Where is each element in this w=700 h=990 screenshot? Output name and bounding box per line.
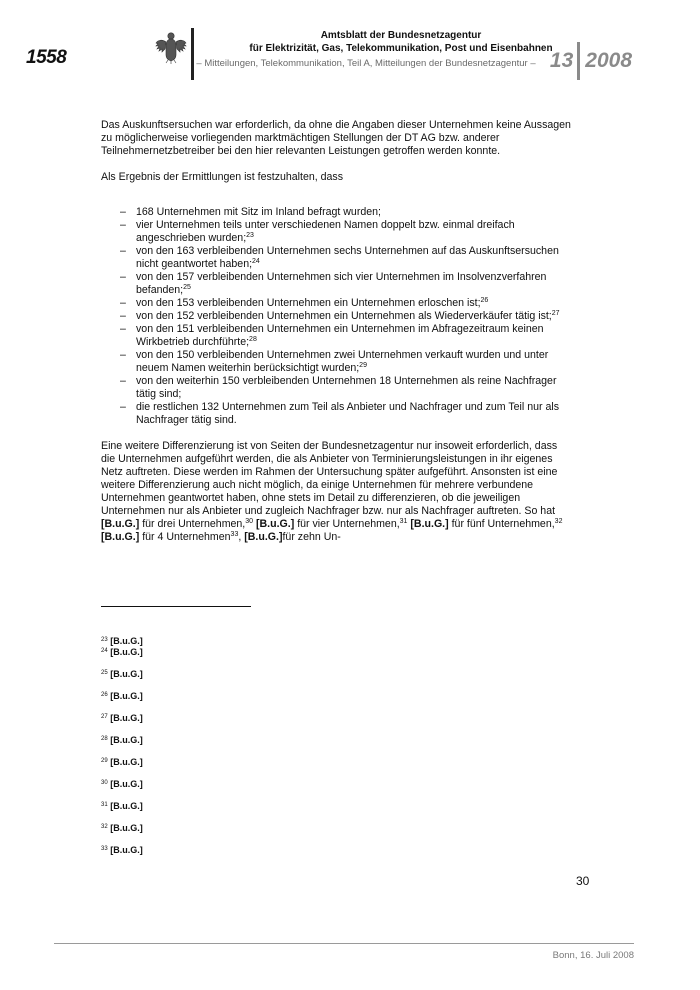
issue-label xyxy=(550,42,632,80)
paragraph-2: Als Ergebnis der Ermittlungen ist festzuhalten, dass xyxy=(101,171,344,183)
footnote-ref: 27 xyxy=(551,310,560,317)
list-item: – die restlichen 132 Unternehmen zum Teil als Anbieter und Nachfrager und zum Teil nur als Nachfrager tätig sind. xyxy=(120,401,571,427)
header-divider xyxy=(191,28,194,80)
list-item: – vier Unternehmen teils unter verschiedenen Namen doppelt bzw. einmal dreifach angeschrieben wurden;$^{23}$ xyxy=(120,219,571,245)
findings-list xyxy=(101,206,571,427)
footnotes xyxy=(101,636,401,856)
gazette-subtitle: – Mitteilungen, Telekommunikation, Teil A, Mitteilungen der Bundesnetzagentur – xyxy=(196,58,536,69)
paragraph-3: Eine weitere Differenzierung ist von Seiten der Bundesnetzagentur nur insoweit erforderlich, dass die Unternehmen aufgeführt werden, die als Anbieter von Terminierungsleistungen in ihr eigenes Netz auftreten. Diese werden im Rahmen der Untersuchung später aufgeführt. Ansonsten ist eine weitere Differenzierung auch nicht möglich, da einige Unternehmen für mehrere verbundene Unternehmen geantwortet haben, ohne stets im Detail zu differenzieren, ob die jeweiligen Unternehmen nur als Anbieter und zugleich Nachfrager bzw. nur als Nachfrager auftreten. So hat [B.u.G.] für drei Unternehmen,$^{30}$ [B.u.G.] für vier Unternehmen,$^{31}$ [B.u.G.] für fünf Unternehmen,$^{32}$ [B.u.G.] für 4 Unternehmen$^{33}$, [B.u.G.]für zehn Un- xyxy=(101,440,563,543)
footnote-ref: 31 xyxy=(399,518,408,525)
paragraph-1: Das Auskunftsersuchen war erforderlich, da ohne die Angaben dieser Unternehmen keine Aussagen zu möglicherweise vorliegenden marktmächtigen Stellungen der DT AG bzw. anderer Teilnehmernetzbetreiber bei den hier relevanten Leistungen getroffen werden konnte. xyxy=(101,119,571,157)
footnote-ref: 33 xyxy=(230,531,239,538)
footnote: $^{30}$ [B.u.G.] xyxy=(101,779,143,789)
document-page-number: 30 xyxy=(576,874,590,888)
footnote-ref: 32 xyxy=(554,518,563,525)
redaction-mark: [B.u.G.] xyxy=(101,531,140,543)
issue-year: 2008 xyxy=(585,49,632,72)
footnote-ref: 29 xyxy=(359,362,367,369)
footnote: $^{23}$ [B.u.G.] xyxy=(101,636,143,646)
footnote: $^{31}$ [B.u.G.] xyxy=(101,801,143,811)
footnote: $^{33}$ [B.u.G.] xyxy=(101,845,143,855)
gazette-title-line1: Amtsblatt der Bundesnetzagentur xyxy=(320,30,482,41)
footnote: $^{29}$ [B.u.G.] xyxy=(101,757,143,767)
footnote-ref: 26 xyxy=(480,297,489,304)
footnote: $^{28}$ [B.u.G.] xyxy=(101,735,143,745)
issue-number: 13 xyxy=(549,49,574,72)
gazette-title-line2: für Elektrizität, Gas, Telekommunikation, Post und Eisenbahnen xyxy=(249,43,553,54)
list-item: – von den 150 verbleibenden Unternehmen zwei Unternehmen verkauft wurden und unter neuem Namen weiterhin berücksichtigt wurden;$^{29}$ xyxy=(120,349,571,375)
federal-eagle-icon xyxy=(155,30,187,64)
footnote-ref: 25 xyxy=(183,284,191,291)
footer-date: Bonn, 16. Juli 2008 xyxy=(552,950,634,961)
footnote: $^{32}$ [B.u.G.] xyxy=(101,823,143,833)
footnote: $^{27}$ [B.u.G.] xyxy=(101,713,143,723)
redaction-mark: [B.u.G.] xyxy=(410,518,449,530)
list-item: – von den 152 verbleibenden Unternehmen ein Unternehmen als Wiederverkäufer tätig ist;$^{27}$ xyxy=(120,310,571,323)
list-item: – 168 Unternehmen mit Sitz im Inland befragt wurden; xyxy=(120,206,571,219)
page-number: 1558 xyxy=(26,47,67,68)
list-item: – von den 151 verbleibenden Unternehmen ein Unternehmen im Abfragezeitraum keinen Wirkbetrieb durchführte;$^{28}$ xyxy=(120,323,571,349)
footnote: $^{25}$ [B.u.G.] xyxy=(101,669,143,679)
footnote-ref: 28 xyxy=(249,336,257,343)
footnote: $^{24}$ [B.u.G.] xyxy=(101,647,143,657)
redaction-mark: [B.u.G.] xyxy=(244,531,283,543)
footnote-ref: 23 xyxy=(246,232,254,239)
footer-rule xyxy=(54,943,634,944)
list-item: – von den 163 verbleibenden Unternehmen sechs Unternehmen auf das Auskunftsersuchen nicht geantwortet haben;$^{24}$ xyxy=(120,245,571,271)
list-item: – von den 153 verbleibenden Unternehmen ein Unternehmen erloschen ist;$^{26}$ xyxy=(120,297,571,310)
gazette-title xyxy=(196,29,606,55)
main-content xyxy=(101,119,571,544)
footnote: $^{26}$ [B.u.G.] xyxy=(101,691,143,701)
footnote-separator xyxy=(101,606,251,607)
redaction-mark: [B.u.G.] xyxy=(101,518,140,530)
list-item: – von den weiterhin 150 verbleibenden Unternehmen 18 Unternehmen als reine Nachfrager tätig sind; xyxy=(120,375,571,401)
issue-divider xyxy=(577,42,580,80)
list-item: – von den 157 verbleibenden Unternehmen sich vier Unternehmen im Insolvenzverfahren befanden;$^{25}$ xyxy=(120,271,571,297)
footnote-ref: 24 xyxy=(252,258,260,265)
footnote-ref: 30 xyxy=(245,518,254,525)
redaction-mark: [B.u.G.] xyxy=(256,518,295,530)
